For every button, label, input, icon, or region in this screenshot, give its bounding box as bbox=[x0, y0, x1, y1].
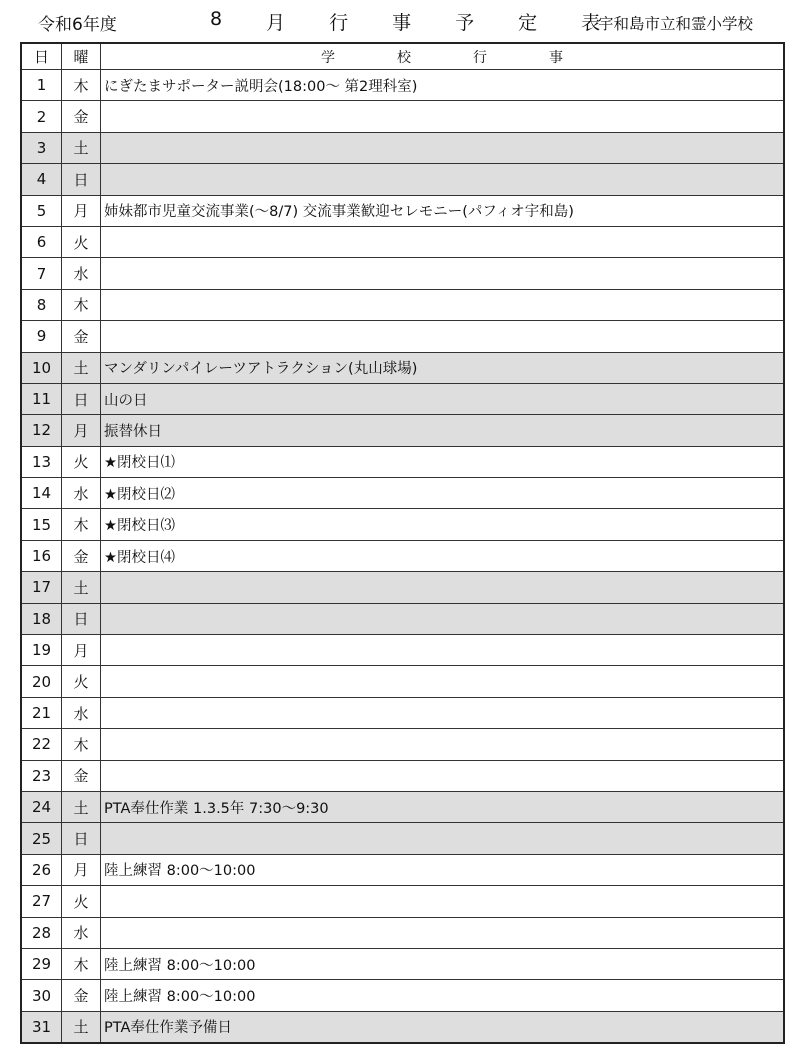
column-header-events-char: 校 bbox=[397, 49, 411, 66]
title-char: 月 bbox=[266, 12, 286, 34]
weekday-cell: 木 bbox=[62, 948, 101, 979]
table-row bbox=[21, 729, 784, 760]
weekday-cell: 日 bbox=[62, 603, 101, 634]
day-cell: 10 bbox=[21, 352, 62, 383]
column-header-day: 日 bbox=[21, 43, 62, 70]
day-cell: 8 bbox=[21, 289, 62, 320]
table-row bbox=[21, 760, 784, 791]
event-cell bbox=[101, 666, 785, 697]
day-cell: 2 bbox=[21, 101, 62, 132]
weekday-cell: 月 bbox=[62, 415, 101, 446]
table-row bbox=[21, 540, 784, 571]
day-cell: 14 bbox=[21, 478, 62, 509]
table-row bbox=[21, 70, 784, 101]
table-row bbox=[21, 195, 784, 226]
weekday-cell: 日 bbox=[62, 383, 101, 414]
title-char: 定 bbox=[518, 12, 538, 34]
event-cell: PTA奉仕作業 1.3.5年 7:30〜9:30 bbox=[101, 791, 785, 822]
day-cell: 30 bbox=[21, 980, 62, 1011]
table-row bbox=[21, 666, 784, 697]
weekday-cell: 木 bbox=[62, 509, 101, 540]
title-char: 事 bbox=[392, 12, 412, 34]
event-cell: ★閉校日⑷ bbox=[101, 540, 785, 571]
weekday-cell: 土 bbox=[62, 352, 101, 383]
column-header-events-char: 事 bbox=[549, 49, 563, 66]
table-row bbox=[21, 258, 784, 289]
weekday-cell: 火 bbox=[62, 666, 101, 697]
page-title bbox=[210, 8, 600, 35]
table-row bbox=[21, 603, 784, 634]
event-cell bbox=[101, 760, 785, 791]
table-row bbox=[21, 132, 784, 163]
table-row bbox=[21, 478, 784, 509]
event-cell bbox=[101, 697, 785, 728]
column-header-events-char: 行 bbox=[473, 49, 487, 66]
weekday-cell: 水 bbox=[62, 478, 101, 509]
day-cell: 21 bbox=[21, 697, 62, 728]
event-cell bbox=[101, 729, 785, 760]
day-cell: 17 bbox=[21, 572, 62, 603]
event-cell: 姉妹都市児童交流事業(〜8/7) 交流事業歓迎セレモニー(パフィオ宇和島) bbox=[101, 195, 785, 226]
day-cell: 25 bbox=[21, 823, 62, 854]
weekday-cell: 日 bbox=[62, 823, 101, 854]
weekday-cell: 土 bbox=[62, 1011, 101, 1043]
day-cell: 12 bbox=[21, 415, 62, 446]
table-row bbox=[21, 383, 784, 414]
event-cell: 陸上練習 8:00〜10:00 bbox=[101, 854, 785, 885]
event-cell: 振替休日 bbox=[101, 415, 785, 446]
day-cell: 22 bbox=[21, 729, 62, 760]
column-header-events-char: 学 bbox=[321, 49, 335, 66]
table-row bbox=[21, 980, 784, 1011]
event-cell bbox=[101, 321, 785, 352]
day-cell: 24 bbox=[21, 791, 62, 822]
title-char: 表 bbox=[581, 12, 601, 34]
weekday-cell: 月 bbox=[62, 854, 101, 885]
table-row bbox=[21, 886, 784, 917]
table-row bbox=[21, 289, 784, 320]
table-row bbox=[21, 1011, 784, 1043]
weekday-cell: 金 bbox=[62, 540, 101, 571]
schedule-table bbox=[20, 42, 785, 1044]
day-cell: 26 bbox=[21, 854, 62, 885]
event-cell bbox=[101, 917, 785, 948]
weekday-cell: 土 bbox=[62, 791, 101, 822]
event-cell bbox=[101, 258, 785, 289]
table-row bbox=[21, 572, 784, 603]
weekday-cell: 火 bbox=[62, 446, 101, 477]
table-row bbox=[21, 854, 784, 885]
event-cell: ★閉校日⑴ bbox=[101, 446, 785, 477]
event-cell bbox=[101, 572, 785, 603]
day-cell: 13 bbox=[21, 446, 62, 477]
day-cell: 7 bbox=[21, 258, 62, 289]
event-cell bbox=[101, 164, 785, 195]
table-row bbox=[21, 917, 784, 948]
weekday-cell: 水 bbox=[62, 258, 101, 289]
day-cell: 4 bbox=[21, 164, 62, 195]
table-row bbox=[21, 164, 784, 195]
event-cell: 陸上練習 8:00〜10:00 bbox=[101, 980, 785, 1011]
event-cell bbox=[101, 132, 785, 163]
weekday-cell: 木 bbox=[62, 289, 101, 320]
event-cell bbox=[101, 886, 785, 917]
table-row bbox=[21, 948, 784, 979]
event-cell: 陸上練習 8:00〜10:00 bbox=[101, 948, 785, 979]
weekday-cell: 土 bbox=[62, 572, 101, 603]
event-cell bbox=[101, 226, 785, 257]
weekday-cell: 火 bbox=[62, 886, 101, 917]
weekday-cell: 土 bbox=[62, 132, 101, 163]
weekday-cell: 月 bbox=[62, 635, 101, 666]
event-cell bbox=[101, 101, 785, 132]
day-cell: 27 bbox=[21, 886, 62, 917]
weekday-cell: 金 bbox=[62, 101, 101, 132]
event-cell: 山の日 bbox=[101, 383, 785, 414]
table-header-row bbox=[21, 43, 784, 70]
title-char: 行 bbox=[329, 12, 349, 34]
fiscal-year-label: 令和6年度 bbox=[38, 15, 117, 35]
weekday-cell: 金 bbox=[62, 760, 101, 791]
column-header-weekday: 曜 bbox=[62, 43, 101, 70]
event-cell: PTA奉仕作業予備日 bbox=[101, 1011, 785, 1043]
event-cell: ★閉校日⑶ bbox=[101, 509, 785, 540]
day-cell: 23 bbox=[21, 760, 62, 791]
school-name: 宇和島市立和霊小学校 bbox=[598, 15, 754, 33]
table-row bbox=[21, 823, 784, 854]
table-row bbox=[21, 101, 784, 132]
day-cell: 1 bbox=[21, 70, 62, 101]
event-cell: にぎたまサポーター説明会(18:00〜 第2理科室) bbox=[101, 70, 785, 101]
day-cell: 3 bbox=[21, 132, 62, 163]
day-cell: 16 bbox=[21, 540, 62, 571]
table-row bbox=[21, 509, 784, 540]
day-cell: 18 bbox=[21, 603, 62, 634]
table-row bbox=[21, 321, 784, 352]
table-row bbox=[21, 446, 784, 477]
page-header bbox=[0, 0, 800, 42]
day-cell: 11 bbox=[21, 383, 62, 414]
day-cell: 19 bbox=[21, 635, 62, 666]
event-cell: マンダリンパイレーツアトラクション(丸山球場) bbox=[101, 352, 785, 383]
table-row bbox=[21, 697, 784, 728]
table-row bbox=[21, 352, 784, 383]
event-cell bbox=[101, 289, 785, 320]
day-cell: 31 bbox=[21, 1011, 62, 1043]
weekday-cell: 水 bbox=[62, 697, 101, 728]
day-cell: 6 bbox=[21, 226, 62, 257]
event-cell bbox=[101, 635, 785, 666]
weekday-cell: 金 bbox=[62, 980, 101, 1011]
weekday-cell: 日 bbox=[62, 164, 101, 195]
day-cell: 20 bbox=[21, 666, 62, 697]
weekday-cell: 木 bbox=[62, 70, 101, 101]
day-cell: 5 bbox=[21, 195, 62, 226]
table-row bbox=[21, 415, 784, 446]
weekday-cell: 月 bbox=[62, 195, 101, 226]
table-row bbox=[21, 791, 784, 822]
event-cell bbox=[101, 823, 785, 854]
weekday-cell: 金 bbox=[62, 321, 101, 352]
weekday-cell: 火 bbox=[62, 226, 101, 257]
title-char: 8 bbox=[210, 8, 223, 30]
weekday-cell: 木 bbox=[62, 729, 101, 760]
title-char: 予 bbox=[455, 12, 475, 34]
table-row bbox=[21, 635, 784, 666]
day-cell: 9 bbox=[21, 321, 62, 352]
weekday-cell: 水 bbox=[62, 917, 101, 948]
column-header-events bbox=[101, 43, 785, 70]
event-cell: ★閉校日⑵ bbox=[101, 478, 785, 509]
day-cell: 29 bbox=[21, 948, 62, 979]
table-row bbox=[21, 226, 784, 257]
day-cell: 15 bbox=[21, 509, 62, 540]
event-cell bbox=[101, 603, 785, 634]
day-cell: 28 bbox=[21, 917, 62, 948]
